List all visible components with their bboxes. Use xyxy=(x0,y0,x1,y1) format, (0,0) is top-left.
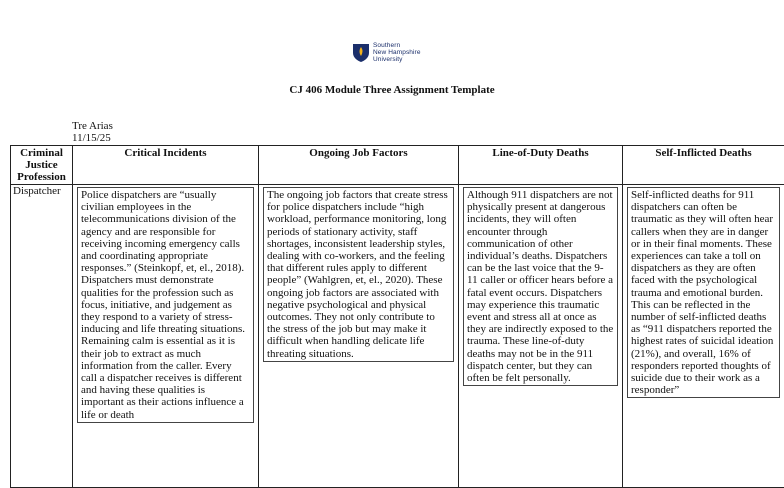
header-profession: Criminal Justice Profession xyxy=(11,146,73,185)
cell-self-inflicted-deaths xyxy=(623,185,784,488)
text-box-ongoing-job-factors: The ongoing job factors that create stress for police dispatchers include “high workload, performance monitoring, long periods of stationary activity, staff shortages, inconsistent leadership styles, dealing with co-workers, and the feeling that different rules apply to different people” (Wahlgren, et, el., 2020). These ongoing job factors are associated with negative psychological and physical outcomes. They not only contribute to the stress of the job but may make it difficult when handling delicate life threating situations. xyxy=(263,187,454,362)
author-block xyxy=(72,120,113,144)
shield-icon xyxy=(352,43,370,63)
header-ongoing-job-factors: Ongoing Job Factors xyxy=(259,146,459,185)
author-name: Tre Arias xyxy=(72,120,113,132)
page-title: CJ 406 Module Three Assignment Template xyxy=(0,84,784,96)
author-date: 11/15/25 xyxy=(72,132,113,144)
cell-line-of-duty-deaths xyxy=(459,185,623,488)
logo-line-3: University xyxy=(373,56,421,63)
text-box-critical-incidents: Police dispatchers are “usually civilian employees in the telecommunications division of the agency and are responsible for receiving incoming emergency calls and coordinating appropriate responses.” (Steinkopf, et, el., 2018). Dispatchers must demonstrate qualities for the profession such as focus, initiative, and judgement as they respond to a variety of stress-inducing and life threating situations. Remaining calm is essential as it is their job to extract as much information from the caller. Every call a dispatcher receives is different and having these qualities is important as their actions influence a life or death xyxy=(77,187,254,423)
table-header-row xyxy=(11,146,784,185)
university-name xyxy=(373,42,421,63)
header-critical-incidents: Critical Incidents xyxy=(73,146,259,185)
table-row xyxy=(11,185,784,488)
text-box-self-inflicted-deaths: Self-inflicted deaths for 911 dispatchers can often be traumatic as they will often hear callers when they are in danger or in their final moments. These experiences can take a toll on dispatchers as they are often faced with the psychological trauma and emotional burden. This can be reflected in the number of self-inflicted deaths as “911 dispatchers reported the highest rates of suicidal ideation (21%), and overall, 16% of responders reported thoughts of suicide due to their work as a responder” xyxy=(627,187,780,398)
cell-profession: Dispatcher xyxy=(11,185,73,488)
cell-ongoing-job-factors xyxy=(259,185,459,488)
logo-line-2: New Hampshire xyxy=(373,49,421,56)
header-self-inflicted-deaths: Self-Inflicted Deaths xyxy=(623,146,784,185)
logo-line-1: Southern xyxy=(373,42,421,49)
header-line-of-duty-deaths: Line-of-Duty Deaths xyxy=(459,146,623,185)
text-box-line-of-duty-deaths: Although 911 dispatchers are not physically present at dangerous incidents, they will often encounter through communication of other individual’s deaths. Dispatchers can be the last voice that the 9-11 caller or officer hears before a fatal event occurs. Dispatchers may experience this traumatic event and stress all at once as they are indirectly exposed to the trauma. These line-of-duty deaths may not be in the 911 dispatch center, but they can often be felt personally. xyxy=(463,187,618,386)
assignment-table xyxy=(10,145,784,488)
cell-critical-incidents xyxy=(73,185,259,488)
university-logo xyxy=(352,42,421,63)
